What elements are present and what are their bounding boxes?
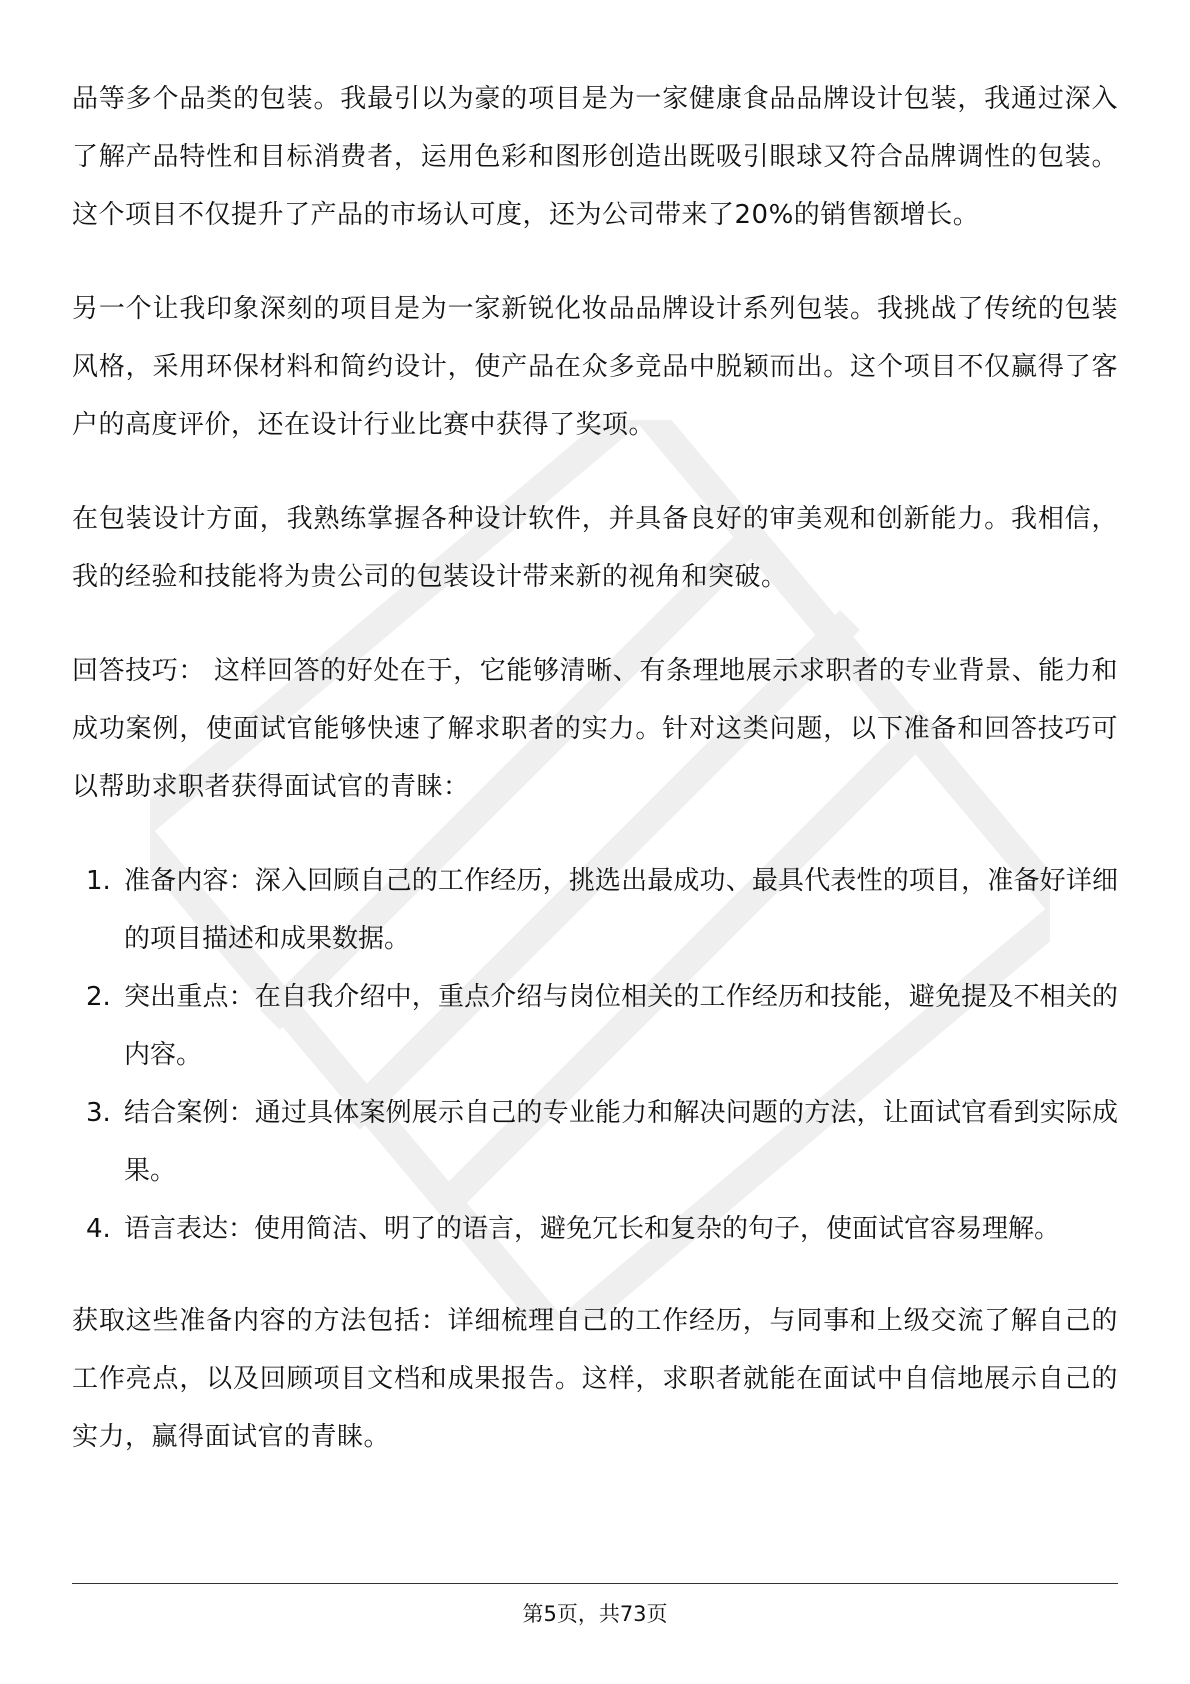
footer-divider — [72, 1583, 1118, 1584]
list-item-text: 结合案例：通过具体案例展示自己的专业能力和解决问题的方法，让面试官看到实际成果。 — [124, 1098, 1118, 1186]
list-item-number: 2. — [86, 982, 111, 1012]
list-item-number: 4. — [86, 1214, 111, 1244]
list-item-text: 突出重点：在自我介绍中，重点介绍与岗位相关的工作经历和技能，避免提及不相关的内容。 — [124, 982, 1118, 1070]
paragraph-closing: 获取这些准备内容的方法包括：详细梳理自己的工作经历，与同事和上级交流了解自己的工作亮点，以及回顾项目文档和成果报告。这样，求职者就能在面试中自信地展示自己的实力，赢得面试官的青睐。 — [72, 1306, 1118, 1452]
list-item-text: 语言表达：使用简洁、明了的语言，避免冗长和复杂的句子，使面试官容易理解。 — [124, 1214, 1061, 1244]
paragraph-skills: 在包装设计方面，我熟练掌握各种设计软件，并具备良好的审美观和创新能力。我相信，我的经验和技能将为贵公司的包装设计带来新的视角和突破。 — [72, 504, 1118, 592]
paragraph-health-food-project: 品等多个品类的包装。我最引以为豪的项目是为一家健康食品品牌设计包装，我通过深入了解产品特性和目标消费者，运用色彩和图形创造出既吸引眼球又符合品牌调性的包装。这个项目不仅提升了产品的市场认可度，还为公司带来了20%的销售额增长。 — [72, 84, 1118, 230]
list-item-number: 3. — [86, 1098, 111, 1128]
list-item-text: 准备内容：深入回顾自己的工作经历，挑选出最成功、最具代表性的项目，准备好详细的项目描述和成果数据。 — [124, 866, 1118, 954]
paragraph-answer-tips: 回答技巧： 这样回答的好处在于，它能够清晰、有条理地展示求职者的专业背景、能力和成功案例，使面试官能够快速了解求职者的实力。针对这类问题，以下准备和回答技巧可以帮助求职者获得面试官的青睐： — [72, 656, 1118, 802]
list-item — [72, 1084, 1118, 1200]
list-item — [72, 968, 1118, 1084]
list-item-number: 1. — [86, 866, 111, 896]
list-item — [72, 1200, 1118, 1258]
document-body — [72, 70, 1118, 1502]
tips-list — [72, 852, 1118, 1258]
page-number: 第5页，共73页 — [522, 1602, 668, 1626]
paragraph-cosmetics-project: 另一个让我印象深刻的项目是为一家新锐化妆品品牌设计系列包装。我挑战了传统的包装风格，采用环保材料和简约设计，使产品在众多竞品中脱颖而出。这个项目不仅赢得了客户的高度评价，还在设计行业比赛中获得了奖项。 — [72, 294, 1118, 440]
list-item — [72, 852, 1118, 968]
